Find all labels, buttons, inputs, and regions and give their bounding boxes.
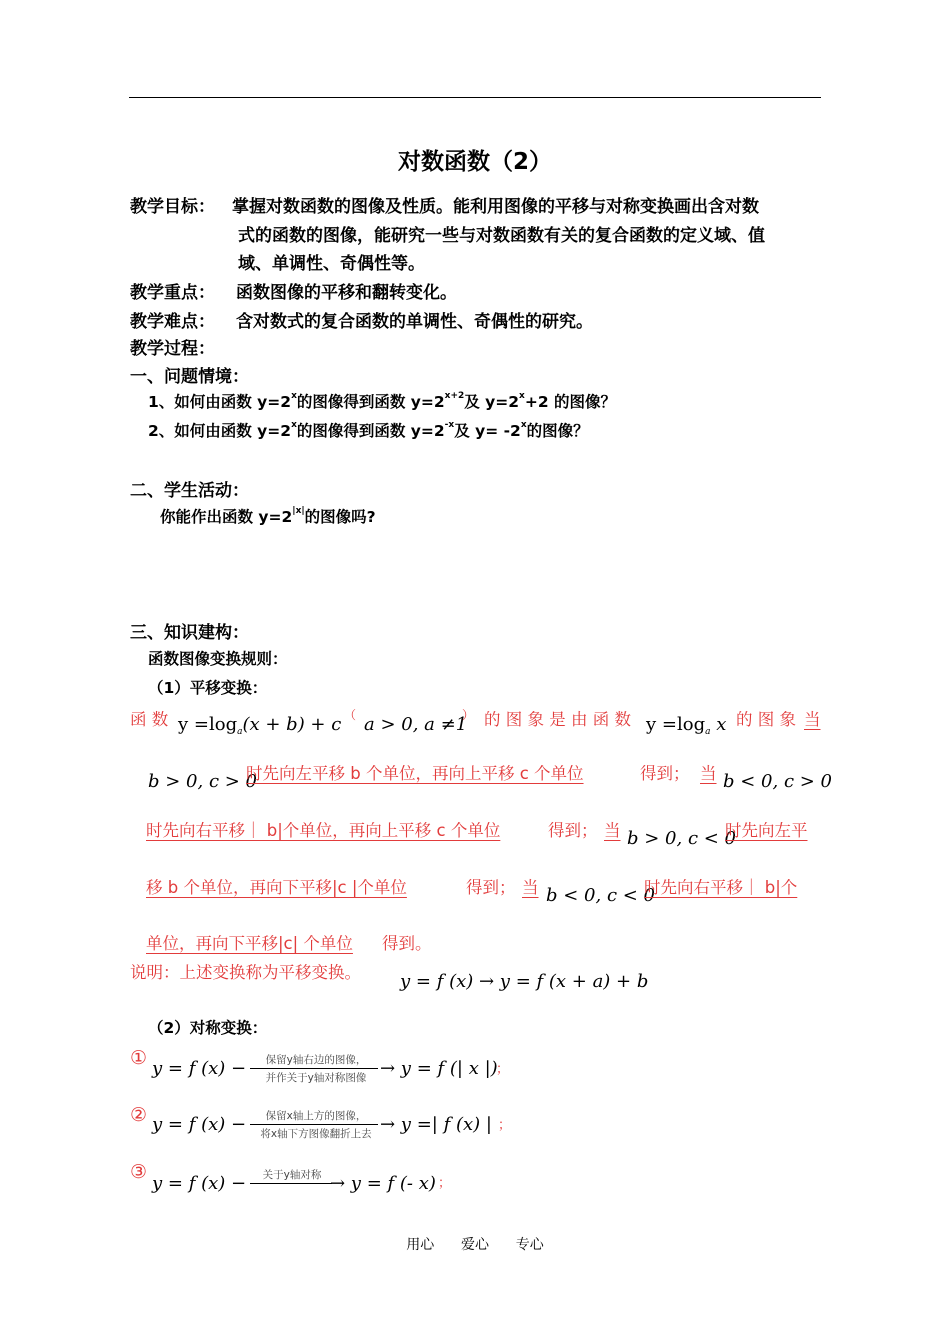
p1-math-1: $y =\log_a(x + b) + c$ [178,714,342,737]
case-3-when: 当 [522,878,539,897]
case-3-result: 得到； [466,878,516,897]
question-2: 2、如何由函数 $y=2^x$的图像得到函数 $y=2^{-x}$及 $y= -2^x$的图像？ [148,420,589,440]
section2-heading: 二、学生活动： [130,481,249,501]
key-point-text: 函数图像的平移和翻转变化。 [236,283,457,303]
symmetry-3-arrow-shaft [250,1183,332,1184]
cond-2: b < 0, c > 0 [723,771,833,792]
symmetry-3-left: y = f (x) − [152,1173,247,1194]
objective-line-3: 域、单调性、奇偶性等。 [238,254,425,274]
symmetry-1-left: y = f (x) − [152,1058,247,1079]
translation-heading: （1）平移变换： [148,679,268,697]
key-point-label: 教学重点： [130,283,215,303]
cond-1: b > 0, c > 0 [148,771,258,792]
p1-paren-open: （ [344,708,357,722]
translation-note: 说明：上述变换称为平移变换。 [130,963,361,982]
difficulty-label: 教学难点： [130,312,215,332]
p1-text-a: 函 数 [130,710,169,729]
translation-case-3: 移 b 个单位，再向下平移|c |个单位 [146,878,407,897]
activity-question: 你能作出函数 $y=2^{|x|}$的图像吗? [160,506,376,526]
footer-motto: 用心 爱心 专心 [406,1237,544,1253]
case-2-when: 当 [604,821,621,840]
translation-case-4: 单位，再向下平移|c| 个单位 [146,934,353,953]
p1-math-2: a > 0, a ≠1 [364,714,468,735]
symmetry-1-bottom-label: 并作关于y轴对称图像 [265,1072,367,1084]
symmetry-1-top-label: 保留y轴右边的图像， [265,1054,367,1066]
objective-line-2: 式的函数的图像，能研究一些与对数函数有关的复合函数的定义域、值 [238,226,765,246]
symmetry-1-mark: ； [496,1062,510,1077]
translation-case-1: 时先向左平移 b 个单位，再向上平移 c 个单位 [246,764,584,783]
case-4-result: 得到。 [382,934,432,953]
case-1-result: 得到； [640,764,690,783]
difficulty-text: 含对数式的复合函数的单调性、奇偶性的研究。 [236,312,593,332]
symmetry-2-top-label: 保留x轴上方的图像， [265,1110,367,1122]
case-2-result: 得到； [548,821,598,840]
symmetry-3-mark: ； [438,1176,452,1191]
symmetry-3-number: ③ [130,1161,148,1183]
case-3-start: 时先向左平 [725,821,808,840]
case-1-when: 当 [700,764,717,783]
symmetry-3-top-label: 关于y轴对称 [262,1169,322,1181]
section1-heading: 一、问题情境： [130,367,249,387]
objective-label: 教学目标： [130,197,215,217]
symmetry-1-number: ① [130,1047,148,1069]
symmetry-2-arrow-shaft [250,1124,378,1125]
symmetry-2-mark: ； [498,1118,512,1133]
translation-case-2: 时先向右平移｜ b|个单位，再向上平移 c 个单位 [146,821,501,840]
symmetry-heading: （2）对称变换： [148,1019,268,1037]
process-label: 教学过程： [130,339,215,359]
section3-heading: 三、知识建构： [130,623,249,643]
p1-text-d: 当 [804,710,821,729]
translation-formula: y = f (x) → y = f (x + a) + b [400,971,649,992]
symmetry-3-right: → y = f (- x) [330,1173,436,1194]
symmetry-2-number: ② [130,1104,148,1126]
p1-text-b: 的 图 象 是 由 函 数 [484,710,631,729]
page-title: 对数函数（2） [397,149,552,175]
symmetry-1-arrow-shaft [250,1068,378,1069]
header-rule [129,97,821,98]
symmetry-2-bottom-label: 将x轴下方图像翻折上去 [260,1128,372,1140]
rules-label: 函数图像变换规则： [148,650,288,668]
cond-4: b < 0, c < 0 [546,885,656,906]
p1-math-3: $y =\log_a$ x [646,714,727,737]
question-1: 1、如何由函数 $y=2^x$的图像得到函数 $y=2^{x+2}$及 $y=2^x+2$ 的图像？ [148,391,617,411]
symmetry-2-right: → y =| f (x) | [380,1114,492,1135]
p1-text-c: 的 图 象 [736,710,796,729]
cond-3: b > 0, c < 0 [627,828,737,849]
p1-paren-close: ） [462,708,475,722]
symmetry-1-right: → y = f (| x |) [380,1058,498,1079]
case-4-start: 时先向右平移｜ b|个 [644,878,798,897]
objective-line-1: 掌握对数函数的图像及性质。能利用图像的平移与对称变换画出含对数 [232,197,759,217]
symmetry-2-left: y = f (x) − [152,1114,247,1135]
